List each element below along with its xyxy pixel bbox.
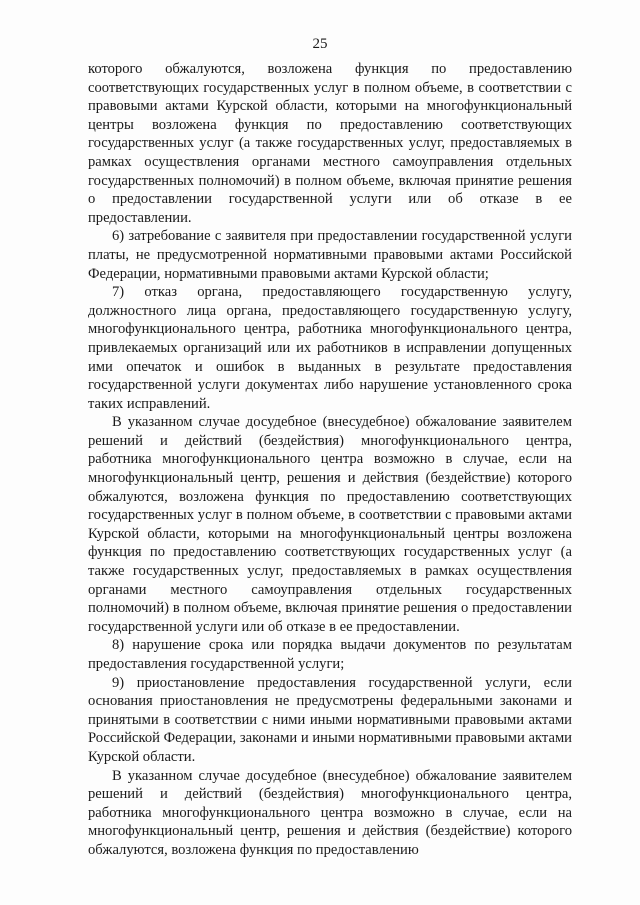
paragraph: которого обжалуются, возложена функция по предоставлению соответствующих государственных услуг в полном объеме, в соответствии с правовыми актами Курской области, которыми на многофункциональный центры возложена функция по предоставлению соответствующих государственных услуг (а также государственных услуг, предоставляемых в рамках осуществления органами местного самоуправления отдельных государственных полномочий) в полном объеме, включая принятие решения о предоставлении государственной услуги или об отказе в ее предоставлении. [88,61,572,226]
paragraph: В указанном случае досудебное (внесудебное) обжалование заявителем решений и действий (бездействия) многофункционального центра, работника многофункционального центра возможно в случае, если на многофункциональный центр, решения и действия (бездействие) которого обжалуются, возложена функция по предоставлению [88,767,572,858]
paragraph: В указанном случае досудебное (внесудебное) обжалование заявителем решений и действий (бездействия) многофункционального центра, работника многофункционального центра возможно в случае, если на многофункциональный центр, решения и действия (бездействие) которого обжалуются, возложена функция по предоставлению соответствующих государственных услуг в полном объеме, в соответствии с правовыми актами Курской области, которыми на многофункциональный центры возложена функция по предоставлению соответствующих государственных услуг (а также государственных услуг, предоставляемых в рамках осуществления органами местного самоуправления отдельных государственных полномочий) в полном объеме, включая принятие решения о предоставлении государственной услуги или об отказе в ее предоставлении. [88,414,572,635]
paragraph-item-6: 6) затребование с заявителя при предоставлении государственной услуги платы, не предусмотренной нормативными правовыми актами Российской Федерации, нормативными правовыми актами Курской области; [88,228,572,282]
page-number: 25 [312,36,328,52]
paragraph-item-9: 9) приостановление предоставления государственной услуги, если основания приостановления не предусмотрены федеральными законами и принятыми в соответствии с ними иными нормативными правовыми актами Российской Федерации, законами и иными нормативными правовыми актами Курской области. [88,674,572,765]
paragraph-item-8: 8) нарушение срока или порядка выдачи документов по результатам предоставления государственной услуги; [88,637,572,672]
body-text [88,60,572,860]
paragraph-item-7: 7) отказ органа, предоставляющего государственную услугу, должностного лица органа, предоставляющего государственную услугу, многофункционального центра, работника многофункционального центра, привлекаемых организаций или их работников в исправлении допущенных ими опечаток и ошибок в выданных в результате предоставления государственной услуги документах либо нарушение установленного срока таких исправлений. [88,284,572,412]
